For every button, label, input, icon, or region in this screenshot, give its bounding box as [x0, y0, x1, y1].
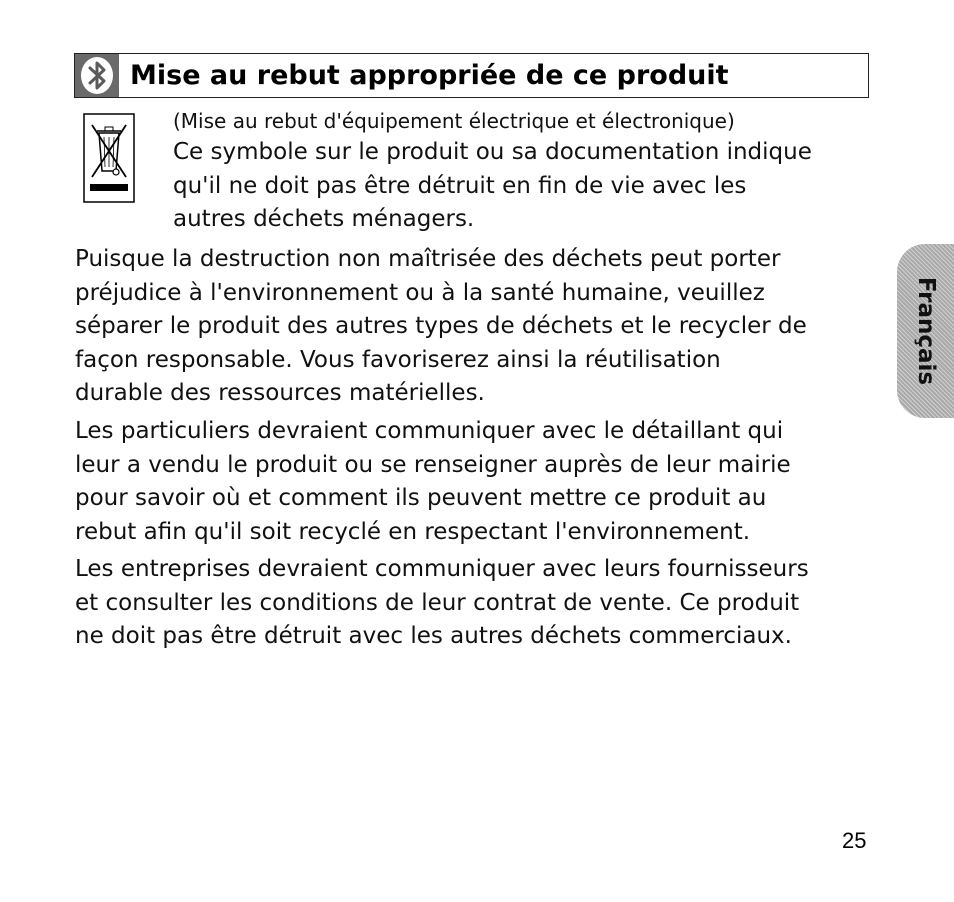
section-title-box: [74, 53, 869, 98]
text-line: pour savoir où et comment ils peuvent mettre ce produit au: [75, 485, 767, 511]
text-line: durable des ressources matérielles.: [75, 380, 485, 406]
language-tab-label: Français: [912, 276, 939, 386]
text-line: qu'il ne doit pas être détruit en fin de vie avec les: [173, 172, 747, 199]
paragraph-individuals: [75, 415, 875, 549]
page-title: Mise au rebut appropriée de ce produit: [130, 60, 729, 91]
text-line: Les particuliers devraient communiquer avec le détaillant qui: [75, 418, 784, 444]
intro-block: [173, 107, 873, 237]
text-line: ne doit pas être détruit avec les autres déchets commerciaux.: [75, 623, 792, 649]
text-line: et consulter les conditions de leur contrat de vente. Ce produit: [75, 589, 800, 616]
paragraph-disposal-risk: [75, 243, 875, 411]
text-line: préjudice à l'environnement ou à la santé humaine, veuillez: [75, 279, 765, 306]
paragraph-businesses: [75, 553, 875, 654]
bluetooth-icon: [75, 54, 119, 97]
text-line: séparer le produit des autres types de déchets et le recycler de: [75, 313, 807, 339]
crossed-out-wheelie-bin-icon: [83, 113, 135, 203]
text-line: autres déchets ménagers.: [173, 206, 475, 232]
text-line: façon responsable. Vous favoriserez ainsi la réutilisation: [75, 346, 721, 373]
text-line: Puisque la destruction non maîtrisée des déchets peut porter: [75, 246, 781, 272]
text-line: Les entreprises devraient communiquer avec leurs fournisseurs: [75, 556, 809, 582]
text-line: Ce symbole sur le produit ou sa documentation indique: [173, 139, 812, 165]
intro-text: [173, 136, 873, 237]
text-line: rebut afin qu'il soit recyclé en respectant l'environnement.: [75, 518, 751, 545]
intro-note: (Mise au rebut d'équipement électrique et électronique): [173, 109, 735, 133]
page-number: 25: [842, 828, 867, 853]
language-side-tab: [897, 244, 954, 418]
text-line: leur a vendu le produit ou se renseigner auprès de leur mairie: [75, 451, 791, 478]
